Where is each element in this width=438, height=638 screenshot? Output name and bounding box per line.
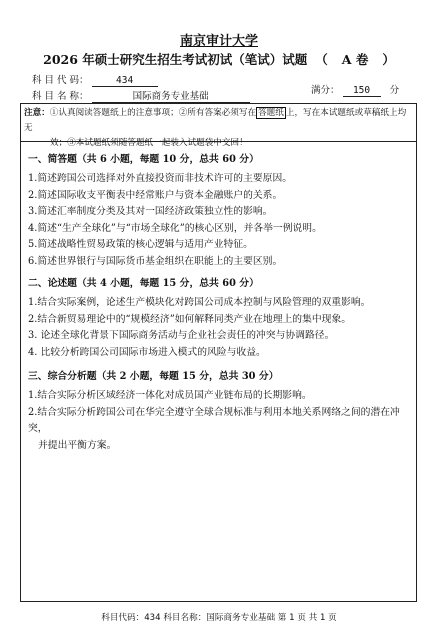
notice-line1-before: ①认真阅读答题纸上的注意事项；②所有答案必须写在 <box>49 108 257 118</box>
paren-open: （ <box>315 52 328 67</box>
question-item: 3. 论述全球化背景下国际商务活动与企业社会责任的冲突与协调路径。 <box>28 330 335 341</box>
exam-title-text: 2026 年硕士研究生招生考试初试（笔试）试题 <box>43 52 308 67</box>
notice-label: 注意： <box>24 108 50 118</box>
subject-name-label: 科 目 名 称： <box>32 91 89 102</box>
question-item: 2.简述国际收支平衡表中经常账户与资本金融账户的关系。 <box>28 189 283 201</box>
question-item: 4.简述“生产全球化”与“市场全球化”的核心区别，并各举一例说明。 <box>28 222 322 234</box>
question-item: 5.简述战略性贸易政策的核心逻辑与适用产业特征。 <box>28 239 253 250</box>
question-item: 6.简述世界银行与国际货币基金组织在职能上的主要区别。 <box>28 255 283 267</box>
subject-code-label: 科 目 代 码： <box>32 75 89 86</box>
section-comprehensive <box>28 367 413 454</box>
subject-name-row <box>32 88 250 103</box>
full-score-value: 150 <box>343 85 381 97</box>
question-item: 4. 比较分析跨国公司国际市场进入模式的风险与收益。 <box>28 346 266 358</box>
full-score-unit: 分 <box>389 85 400 96</box>
section-title: 三、综合分析题（共 2 小题，每题 15 分，总共 30 分） <box>28 371 279 382</box>
subject-name-value: 国际商务专业基础 <box>92 88 250 103</box>
section-title: 一、简答题（共 6 小题，每题 10 分，总共 60 分） <box>28 154 259 165</box>
section-short-answer <box>28 150 413 270</box>
answer-sheet-boxed-text: 答题纸 <box>258 108 284 118</box>
question-item: 1.结合实际分析区域经济一体化对成员国产业链布局的长期影响。 <box>28 390 312 401</box>
notice-line2: 效；③本试题纸须随答题纸一起装入试题袋中交回！ <box>50 138 248 148</box>
subject-code-row <box>32 72 158 87</box>
question-item: 2.结合新贸易理论中的“规模经济”如何解释同类产业在地理上的集中现象。 <box>28 313 352 325</box>
full-score-row <box>311 82 399 97</box>
exam-volume: A 卷 <box>341 52 369 67</box>
exam-title <box>0 50 438 68</box>
notice-box <box>21 104 416 148</box>
question-item-continued: 并提出平衡方案。 <box>38 439 117 451</box>
question-item: 3.简述汇率制度分类及其对一国经济政策独立性的影响。 <box>28 206 273 217</box>
notice-line1-after: 上，写在本试题纸或草稿纸上均无 <box>24 108 407 133</box>
question-item: 2.结合实际分析跨国公司在华完全遵守全球合规标准与利用本地关系网络之间的潜在冲突， <box>28 406 400 434</box>
page-footer: 科目代码：434 科目名称：国际商务专业基础 第 1 页 共 1 页 <box>101 613 337 623</box>
subject-code-value: 434 <box>92 75 158 87</box>
question-item: 1.简述跨国公司选择对外直接投资而非技术许可的主要原因。 <box>28 173 293 184</box>
section-title: 二、论述题（共 4 小题，每题 15 分，总共 60 分） <box>28 278 259 289</box>
section-essay <box>28 274 413 361</box>
exam-paper <box>20 103 417 602</box>
full-score-label: 满分： <box>311 85 340 96</box>
question-item: 1.结合实际案例，论述生产模块化对跨国公司成本控制与风险管理的双重影响。 <box>28 297 371 308</box>
university-name: 南京审计大学 <box>179 34 258 49</box>
paren-close: ） <box>382 52 395 67</box>
